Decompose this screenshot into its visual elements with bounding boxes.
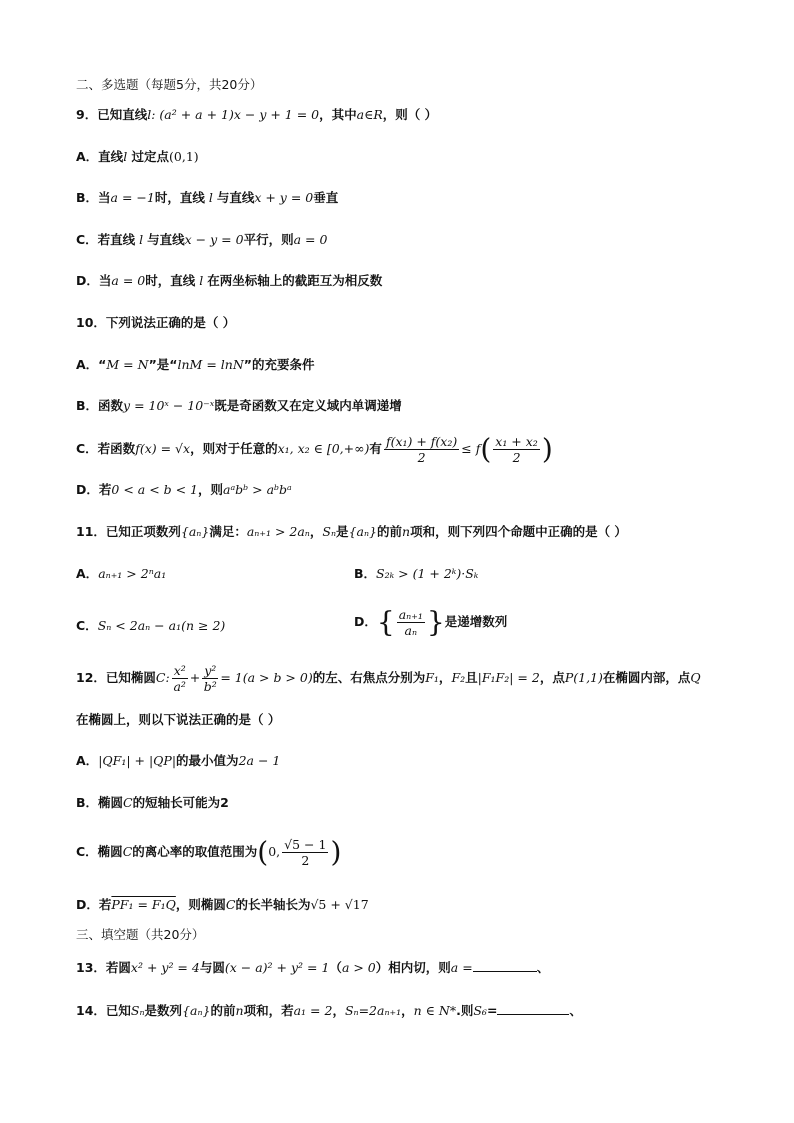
q14-prefix: 14．已知 bbox=[76, 1003, 131, 1018]
q12-frac2 bbox=[202, 663, 218, 694]
q9-line-equation: l: (a² + a + 1)x − y + 1 = 0 bbox=[147, 107, 320, 122]
q9-stem-suffix: ，则（ ） bbox=[382, 107, 438, 122]
q9-option-b bbox=[76, 189, 338, 207]
q10-option-c-t2: 有 bbox=[369, 441, 382, 456]
q9-option-c-label: C．若直线 bbox=[76, 232, 136, 247]
q9-option-a-label: A．直线 bbox=[76, 149, 124, 164]
left-brace: { bbox=[376, 605, 395, 639]
q11-frac-den: aₙ bbox=[404, 623, 418, 638]
q10-option-c-t1: ，则对于任意的 bbox=[190, 441, 278, 456]
q12-frac1-num: x² bbox=[173, 663, 186, 678]
q12-option-c bbox=[76, 832, 341, 872]
q12-option-d-label: D．若 bbox=[76, 897, 112, 912]
q12-t5: 在椭圆内部，点 bbox=[602, 670, 691, 685]
q10-option-a-text: ”的充要条件 bbox=[243, 357, 315, 372]
q10-option-d bbox=[76, 481, 292, 499]
q12-p: P(1,1) bbox=[564, 670, 603, 685]
q12-plus: + bbox=[189, 670, 201, 685]
q12-option-d bbox=[76, 896, 369, 914]
q11-option-d-frac bbox=[397, 607, 425, 638]
q14-t6: .则 bbox=[456, 1003, 474, 1018]
q14-seq: {aₙ} bbox=[182, 1003, 211, 1018]
q9-option-c-val: a = 0 bbox=[293, 232, 328, 247]
q12-c-frac-den: 2 bbox=[301, 853, 310, 868]
q11-option-b-math: S₂ₖ > (1 + 2ᵏ)·Sₖ bbox=[376, 566, 479, 581]
q10-option-a-m2: lnM = lnN bbox=[177, 357, 244, 372]
q12-stem bbox=[76, 660, 701, 696]
q9-stem-prefix: 9．已知直线 bbox=[76, 107, 148, 122]
q9-option-d bbox=[76, 272, 382, 290]
q9-a-real: a∈R bbox=[356, 107, 383, 122]
q12-t1: 的左、右焦点分别为 bbox=[312, 670, 426, 685]
q10-frac1-den: 2 bbox=[417, 450, 426, 465]
q13-answer-blank[interactable] bbox=[473, 957, 537, 972]
q11-option-c-label: C． bbox=[76, 618, 98, 633]
q14-t8: 、 bbox=[569, 1003, 582, 1018]
q9-option-c-t2: 平行，则 bbox=[243, 232, 294, 247]
q9-l: l bbox=[135, 232, 148, 247]
q9-option-c-t1: 与直线 bbox=[147, 232, 185, 247]
q9-option-c bbox=[76, 231, 327, 249]
q12-prefix: 12．已知椭圆 bbox=[76, 670, 156, 685]
q10-option-c-frac2 bbox=[493, 434, 540, 465]
q11-t1: 满足： bbox=[209, 524, 247, 539]
q10-option-c-label: C．若函数 bbox=[76, 441, 136, 456]
q13 bbox=[76, 957, 549, 977]
q12-option-c-text: 的离心率的取值范围为 bbox=[132, 844, 258, 859]
q12-option-c-frac bbox=[282, 837, 328, 868]
q14-t4: ， bbox=[332, 1003, 345, 1018]
q14-rel: Sₙ=2aₙ₊₁ bbox=[344, 1003, 402, 1018]
q13-circle1: x² + y² = 4 bbox=[130, 960, 200, 975]
q14-t5: ， bbox=[401, 1003, 414, 1018]
q12-f2: F₂ bbox=[451, 670, 466, 685]
q13-t1: 与圆 bbox=[199, 960, 225, 975]
q14-t3: 项和，若 bbox=[243, 1003, 294, 1018]
q12-option-a bbox=[76, 752, 280, 770]
q10-frac1-num: f(x₁) + f(x₂) bbox=[385, 434, 458, 449]
q10-option-a-mid: ”是“ bbox=[148, 357, 178, 372]
q9-option-a-text: 过定点 bbox=[127, 149, 170, 164]
q12-t4: ，点 bbox=[539, 670, 565, 685]
q10-option-c bbox=[76, 432, 553, 466]
q13-a: a = bbox=[450, 960, 473, 975]
q10-option-d-label: D．若 bbox=[76, 482, 112, 497]
q11-option-d-text: 是递增数列 bbox=[444, 614, 508, 629]
q9-option-d-t2: 在两坐标轴上的截距互为相反数 bbox=[207, 273, 383, 288]
q12-option-d-t1: ，则椭圆 bbox=[175, 897, 226, 912]
q11-seq2: {aₙ} bbox=[348, 524, 377, 539]
q12-option-b-c: C bbox=[123, 795, 133, 810]
q13-cond: a > 0 bbox=[341, 960, 376, 975]
right-paren: ) bbox=[330, 835, 342, 869]
q9-option-b-cond: a = −1 bbox=[110, 190, 155, 205]
q9-stem bbox=[76, 106, 437, 124]
q10-option-a-m1: M = N bbox=[106, 357, 149, 372]
q9-option-b-t2: 与直线 bbox=[216, 190, 255, 205]
q11-option-d bbox=[354, 602, 507, 642]
q9-option-b-t3: 垂直 bbox=[313, 190, 339, 205]
q11-t3: 是 bbox=[336, 524, 349, 539]
q10-option-c-frac1 bbox=[384, 434, 459, 465]
q14-t1: 是数列 bbox=[144, 1003, 183, 1018]
q9-option-b-label: B．当 bbox=[76, 190, 111, 205]
q12-option-a-m1: |QF₁| + |QP| bbox=[98, 753, 177, 768]
left-paren: ( bbox=[257, 835, 269, 869]
q12-option-c-c: C bbox=[122, 844, 133, 859]
q14-sn: Sₙ bbox=[130, 1003, 145, 1018]
q11-option-a bbox=[76, 565, 166, 583]
q10-stem: 10．下列说法正确的是（ ） bbox=[76, 315, 236, 330]
left-paren: ( bbox=[480, 432, 492, 466]
q11-stem bbox=[76, 523, 627, 541]
q12-option-c-range-left: 0, bbox=[268, 844, 281, 859]
q12-option-d-c: C bbox=[225, 897, 236, 912]
q14-n: n bbox=[235, 1003, 244, 1018]
q12-option-b-text: 的短轴长可能为2 bbox=[132, 795, 229, 810]
right-paren: ) bbox=[541, 432, 553, 466]
q14-s6: S₆ bbox=[473, 1003, 487, 1018]
q12-frac2-num: y² bbox=[204, 663, 217, 678]
q13-t3: ）相内切，则 bbox=[375, 960, 451, 975]
q10-option-b-func: y = 10ˣ − 10⁻ˣ bbox=[123, 398, 215, 413]
q13-prefix: 13．若圆 bbox=[76, 960, 131, 975]
q12-option-d-val: √5 + √17 bbox=[310, 897, 369, 912]
right-brace: } bbox=[426, 605, 445, 639]
q11-option-a-label: A． bbox=[76, 566, 99, 581]
q13-t2: （ bbox=[329, 960, 342, 975]
q12-frac2-den: b² bbox=[203, 679, 217, 694]
q10-option-d-cond: 0 < a < b < 1 bbox=[111, 482, 199, 497]
q10-option-a bbox=[76, 356, 314, 374]
q10-option-b-text: 既是奇函数又在定义域内单调递增 bbox=[214, 398, 402, 413]
q11-seq: {aₙ} bbox=[180, 524, 210, 539]
q14-domain: n ∈ N* bbox=[413, 1003, 457, 1018]
q10-option-c-domain: x₁, x₂ ∈ [0,+∞) bbox=[277, 441, 370, 456]
q12-option-b bbox=[76, 794, 229, 812]
section3-header: 三、填空题（共20分） bbox=[76, 927, 205, 942]
q10-option-b bbox=[76, 397, 402, 415]
q9-option-a bbox=[76, 148, 199, 166]
q9-option-a-point: (0,1) bbox=[169, 149, 199, 164]
q12-option-a-label: A． bbox=[76, 753, 99, 768]
q10-frac2-den: 2 bbox=[512, 450, 521, 465]
q11-t5: 项和，则下列四个命题中正确的是（ ） bbox=[410, 524, 627, 539]
q11-option-c bbox=[76, 617, 225, 635]
q11-option-b bbox=[354, 565, 478, 583]
q12-f1: F₁ bbox=[425, 670, 439, 685]
q14-t2: 的前 bbox=[210, 1003, 236, 1018]
q13-circle2: (x − a)² + y² = 1 bbox=[224, 960, 330, 975]
q10-frac2-num: x₁ + x₂ bbox=[495, 434, 538, 449]
q11-prefix: 11．已知正项数列 bbox=[76, 524, 181, 539]
section2-header: 二、多选题（每题5分，共20分） bbox=[76, 77, 263, 92]
q12-ff: |F₁F₂| = 2 bbox=[477, 670, 540, 685]
q9-option-c-line: x − y = 0 bbox=[184, 232, 244, 247]
q14-answer-blank[interactable] bbox=[497, 1000, 569, 1015]
q11-frac-num: aₙ₊₁ bbox=[398, 607, 423, 622]
q12-frac1-den: a² bbox=[173, 679, 186, 694]
q12-option-d-vec: PF₁ = F₁Q bbox=[111, 897, 176, 912]
q12-option-a-m2: 2a − 1 bbox=[238, 753, 281, 768]
q11-option-b-label: B． bbox=[354, 566, 377, 581]
q11-option-a-math: aₙ₊₁ > 2ⁿa₁ bbox=[98, 566, 167, 581]
q9-l: l bbox=[195, 273, 208, 288]
q12-option-c-label: C．椭圆 bbox=[76, 844, 123, 859]
q9-option-b-line: x + y = 0 bbox=[254, 190, 314, 205]
q9-option-d-t1: 时，直线 bbox=[145, 273, 196, 288]
q14 bbox=[76, 1000, 582, 1020]
q9-l: l bbox=[123, 149, 128, 164]
q11-option-d-label: D． bbox=[354, 614, 377, 629]
q12-option-d-t2: 的长半轴长为 bbox=[235, 897, 311, 912]
q9-stem-mid: ，其中 bbox=[319, 107, 357, 122]
q10-option-d-ineq: aᵃbᵇ > aᵇbᵃ bbox=[223, 482, 292, 497]
q10-option-c-le: ≤ f bbox=[461, 441, 481, 456]
q9-l: l bbox=[204, 190, 217, 205]
q12-eq: = 1(a > b > 0) bbox=[220, 670, 313, 685]
q9-option-d-cond: a = 0 bbox=[111, 273, 146, 288]
q12-q: Q bbox=[690, 670, 701, 685]
q14-t7: = bbox=[486, 1003, 498, 1018]
q11-t4: 的前 bbox=[377, 524, 403, 539]
q10-option-b-label: B．函数 bbox=[76, 398, 124, 413]
q12-option-b-label: B．椭圆 bbox=[76, 795, 124, 810]
q11-cond: aₙ₊₁ > 2aₙ bbox=[246, 524, 310, 539]
q12-stem-line2: 在椭圆上，则以下说法正确的是（ ） bbox=[76, 712, 281, 727]
q11-t2: ， bbox=[309, 524, 323, 539]
q10-option-d-text: ，则 bbox=[198, 482, 224, 497]
q12-c: C: bbox=[155, 670, 170, 685]
q11-option-c-math: Sₙ < 2aₙ − a₁(n ≥ 2) bbox=[97, 618, 226, 633]
q11-sn: Sₙ bbox=[322, 524, 337, 539]
q12-option-a-text: 的最小值为 bbox=[176, 753, 239, 768]
q14-a1: a₁ = 2 bbox=[293, 1003, 333, 1018]
q9-option-b-t1: 时，直线 bbox=[154, 190, 205, 205]
q10-option-c-func: f(x) = √x bbox=[135, 441, 191, 456]
q11-n: n bbox=[402, 524, 411, 539]
q9-option-d-label: D．当 bbox=[76, 273, 112, 288]
q12-c-frac-num: √5 − 1 bbox=[284, 837, 327, 852]
q12-t2: ， bbox=[438, 670, 452, 685]
q10-option-a-label: A．“ bbox=[76, 357, 107, 372]
q12-frac1 bbox=[172, 663, 188, 694]
q13-t4: 、 bbox=[536, 960, 550, 975]
q12-t3: 且 bbox=[465, 670, 478, 685]
